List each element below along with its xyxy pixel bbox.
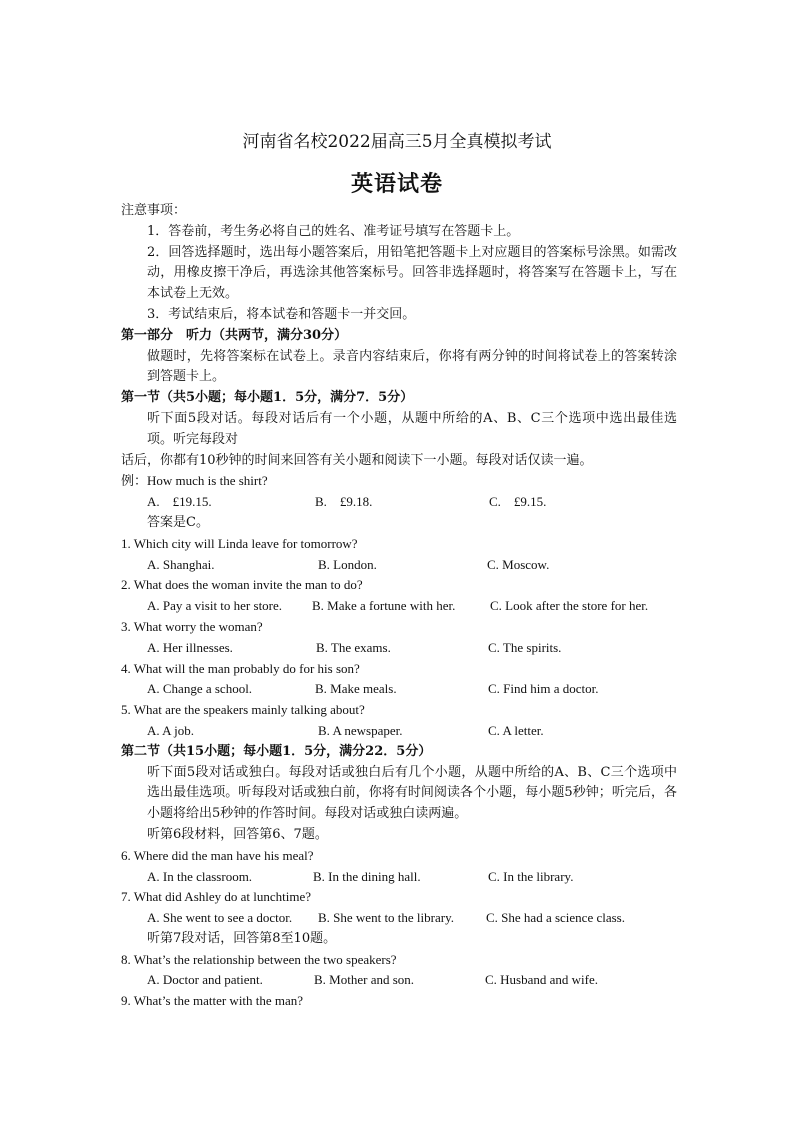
- q5-option-b: B. A newspaper.: [318, 722, 403, 738]
- part1-heading: 第一部分 听力（共两节，满分30分）: [121, 327, 348, 343]
- notice-item-1: 1．答卷前，考生务必将自己的姓名、准考证号填写在答题卡上。: [147, 223, 520, 239]
- q2-option-b: B. Make a fortune with her.: [312, 598, 456, 614]
- question-4: 4. What will the man probably do for his son?: [121, 660, 360, 676]
- q2-option-a: A. Pay a visit to her store.: [147, 598, 283, 614]
- section2-intro: 听下面5段对话或独白。每段对话或独白后有几个小题，从题中所给的A、B、C三个选项中选出最佳选项。听每段对话或独白前，你将有时间阅读各个小题，每小题5秒钟；听完后，各小题将给出5秒钟的作答时间。每段对话或独白读两遍。: [147, 764, 677, 822]
- question-7-options: [121, 908, 677, 929]
- question-9: 9. What’s the matter with the man?: [121, 993, 304, 1009]
- q5-option-c: C. A letter.: [488, 722, 544, 738]
- q3-option-a: A. Her illnesses.: [147, 639, 233, 655]
- q6-option-b: B. In the dining hall.: [313, 868, 421, 884]
- q7-option-b: B. She went to the library.: [318, 910, 454, 926]
- question-6-options: [121, 867, 677, 888]
- q5-option-a: A. A job.: [147, 722, 194, 738]
- q1-option-b: B. London.: [318, 556, 377, 572]
- section2-heading: 第二节（共15小题；每小题1．5分，满分22．5分）: [121, 743, 432, 759]
- q8-option-b: B. Mother and son.: [314, 972, 415, 988]
- question-6: 6. Where did the man have his meal?: [121, 847, 314, 863]
- question-5: 5. What are the speakers mainly talking about?: [121, 702, 365, 718]
- q3-option-c: C. The spirits.: [488, 639, 562, 655]
- q8-option-a: A. Doctor and patient.: [147, 972, 263, 988]
- q7-option-c: C. She had a science class.: [486, 910, 625, 926]
- question-8-options: [121, 970, 677, 991]
- exam-content: [121, 201, 677, 1012]
- q8-option-c: C. Husband and wife.: [485, 972, 599, 988]
- q3-option-b: B. The exams.: [316, 639, 391, 655]
- q4-option-a: A. Change a school.: [147, 681, 253, 697]
- section1-heading: 第一节（共5小题；每小题1．5分，满分7．5分）: [121, 390, 414, 406]
- question-5-options: [121, 721, 677, 742]
- notice-heading: 注意事项：: [121, 203, 187, 218]
- example-question: 例：How much is the shirt?: [121, 473, 268, 489]
- part1-intro: 做题时，先将答案标在试卷上。录音内容结束后，你将有两分钟的时间将试卷上的答案转涂到答题卡上。: [147, 348, 677, 385]
- question-8: 8. What’s the relationship between the two speakers?: [121, 951, 397, 967]
- section1-intro-line2: 话后，你都有10秒钟的时间来回答有关小题和阅读下一小题。每段对话仅读一遍。: [121, 452, 593, 468]
- q6-option-c: C. In the library.: [488, 868, 574, 884]
- question-3: 3. What worry the woman?: [121, 618, 263, 634]
- q1-option-a: A. Shanghai.: [147, 556, 215, 572]
- exam-subject-title: 英语试卷: [350, 171, 443, 197]
- q1-option-c: C. Moscow.: [487, 556, 550, 572]
- question-1-options: [121, 555, 677, 576]
- material-6-note: 听第6段材料，回答第6、7题。: [147, 826, 328, 842]
- example-answer: 答案是C。: [147, 514, 209, 530]
- example-options: [121, 492, 677, 513]
- q6-option-a: A. In the classroom.: [147, 868, 253, 884]
- question-7: 7. What did Ashley do at lunchtime?: [121, 889, 312, 905]
- question-3-options: [121, 638, 677, 659]
- exam-title: 河南省名校2022届高三5月全真模拟考试: [242, 132, 552, 152]
- notice-item-2: 2．回答选择题时，选出每小题答案后，用铅笔把答题卡上对应题目的答案标号涂黑。如需改动，用橡皮擦干净后，再选涂其他答案标号。回答非选择题时，将答案写在答题卡上，写在本试卷上无效。: [147, 244, 677, 302]
- q7-option-a: A. She went to see a doctor.: [147, 910, 293, 926]
- q4-option-c: C. Find him a doctor.: [488, 681, 599, 697]
- material-7-note: 听第7段对话，回答第8至10题。: [147, 930, 337, 946]
- question-2-options: [121, 596, 677, 617]
- question-2: 2. What does the woman invite the man to do?: [121, 577, 363, 593]
- notice-item-3: 3．考试结束后，将本试卷和答题卡一并交回。: [147, 306, 416, 322]
- question-1: 1. Which city will Linda leave for tomorrow?: [121, 535, 358, 551]
- example-option-a: A. £19.15.: [147, 494, 212, 510]
- q2-option-c: C. Look after the store for her.: [490, 598, 649, 614]
- example-option-b: B. £9.18.: [315, 494, 373, 510]
- question-4-options: [121, 679, 677, 700]
- example-option-c: C. £9.15.: [489, 494, 547, 510]
- section1-intro-line1: 听下面5段对话。每段对话后有一个小题，从题中所给的A、B、C三个选项中选出最佳选项。听完每段对: [147, 410, 677, 447]
- q4-option-b: B. Make meals.: [315, 681, 397, 697]
